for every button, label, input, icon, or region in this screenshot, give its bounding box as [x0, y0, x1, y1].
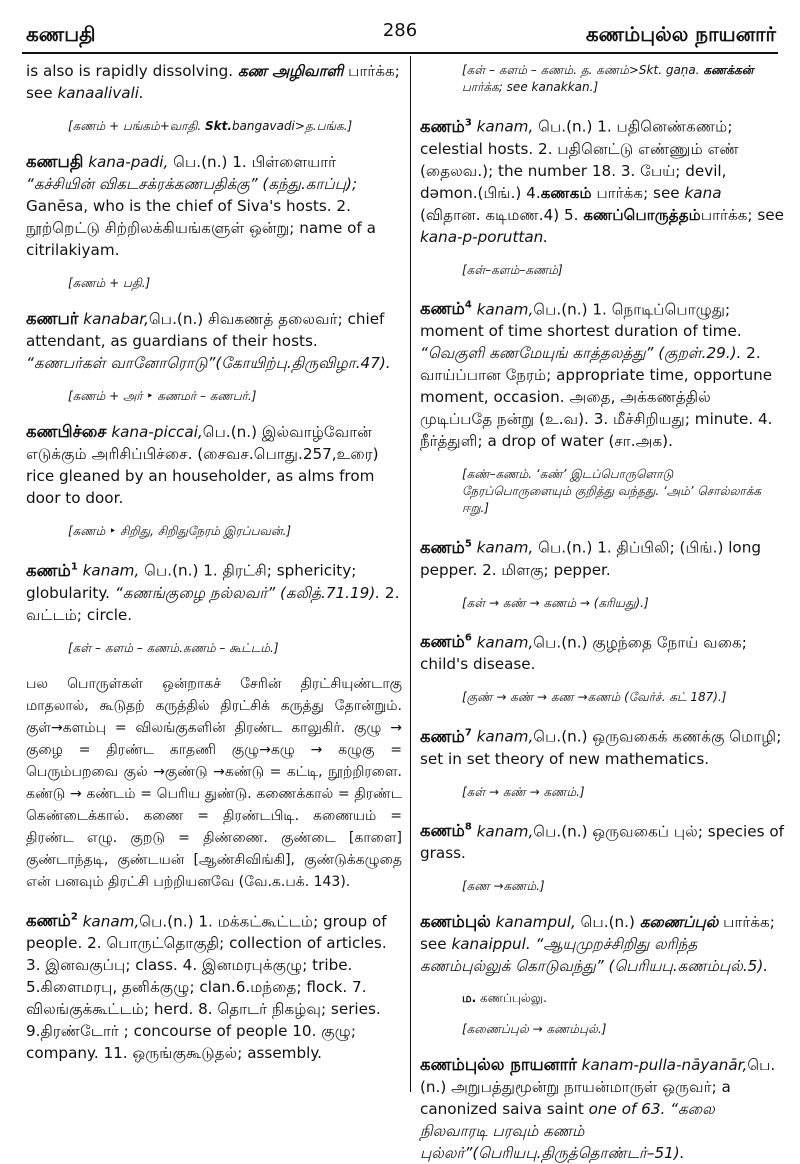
column-divider [410, 56, 411, 1092]
etymology-e2: [கணம் + பதி.] [68, 276, 151, 290]
dictionary-entry-ganam6: கணம்$^6$ kanam,பெ.(n.) குழந்தை நோய் வகை; child's disease. [420, 632, 747, 673]
dictionary-entry-ganapati: கணபதி kana-padi, பெ.(n.) 1. பிள்ளையார் “கச்சியின் விகடசக்ரக்கணபதிக்கு” (கந்து.காப்பு); Ganēsa, who is the chief of Siva's hosts. 2. நூற்றெட்டு சிற்றிலக்கியங்களுள் ஒன்று; name of a citrilakiyam. [26, 152, 376, 259]
etymology-e5: [கள் – களம் – கணம்.கணம் – கூட்டம்.] [68, 640, 279, 655]
dictionary-entry-ganampul: கணம்புல் kanampul, பெ.(n.) கணைப்புல் பார்க்க; see kanaippul. “ஆயுமுறச்சிறிது லரிந்த கணம்புல்லுக் கொடுவந்து” (பெரியபு.கணம்புல்.5). [420, 912, 775, 975]
dictionary-entry-ganam1: கணம்$^1$ kanam, பெ.(n.) 1. திரட்சி; sphericity; globularity. “கணங்குழை நல்லவர்” (கலித்.71.19). 2. வட்டம்; circle. [26, 560, 400, 624]
dictionary-entry-ganam4: கணம்$^4$ kanam,பெ.(n.) 1. நொடிப்பொழுது; moment of time shortest duration of time. “வெகுளி கணமேயுங் காத்தலத்து” (குறள்.29.). 2. வாய்ப்பான நேரம்; appropriate time, opportune moment, occasion. அதை, அக்கணத்தில் முடிப்பதே நன்று (உ.வ). 3. மீச்சிறியது; minute. 4. நீர்த்துளி; a drop of water (சா.அக). [420, 299, 773, 450]
cognate-r_s1: ம. கணப்புல்லு. [462, 991, 547, 1005]
dictionary-entry-nayanar: கணம்புல்ல நாயனார் kanam-pulla-nāyanār,பெ.(n.) அறுபத்துமூன்று நாயன்மாருள் ஒருவர்; a canonized saiva saint one of 63. “கலை நிலவாரடி பரவும் கணம் புல்லர்”(பெரியபு.திருத்தொண்டர்–51). [420, 1055, 776, 1162]
dictionary-entry-ganapichai: கணபிச்சை kana-piccai,பெ.(n.) இல்வாழ்வோன் எடுக்கும் அரிசிப்பிச்சை. (சைவச.பொது.257,உரை) rice gleaned by an householder, as alms from door to door. [26, 422, 379, 507]
etymology-r_e3: [கள் → கண் → கணம் → (கரியது).] [462, 595, 649, 610]
dictionary-entry-ganam2: கணம்$^2$ kanam,பெ.(n.) 1. மக்கட்கூட்டம்; group of people. 2. பொருட்தொகுதி; collection of articles. 3. இனவகுப்பு; class. 4. இனமரபுக்குழு; tribe. 5.கிளைமரபு, தனிக்குழு; clan.6.மந்தை; flock. 7. விலங்குக்கூட்டம்; herd. 8. தொடர் நிகழ்வு; series. 9.திரண்டோர் ; concourse of people 10. குழு; company. 11. ஒருங்குகூடுதல்; assembly. [26, 911, 387, 1062]
etymology-r_e4: [குண் → கண் → கண →கணம் (வேர்ச். கட் 187).] [462, 690, 727, 704]
etymology-e4: [கணம் ‣ சிறிது, சிறிதுநேரம் இரப்பவன்.] [68, 524, 292, 538]
dictionary-entry-ganabar: கணபர் kanabar,பெ.(n.) சிவகணத் தலைவர்; chief attendant, as guardians of their hosts. “கணபர்கள் வானோரொடு”(கோயிற்பு.திருவிழா.47). [26, 309, 391, 372]
etymology-r_e0: [கள் – களம் – கணம். த. கணம்>Skt. gaṇa. கணக்கன் பார்க்க; see kanakkan.] [462, 63, 754, 94]
right-column [420, 60, 784, 1162]
etymology-e3: [கணம் + அர் ‣ கணமர் – கணபர்.] [68, 389, 257, 403]
etymology-r_e1: [கள்–களம்–கணம்] [462, 262, 563, 277]
etymology-r_e6: [கண →கணம்.] [462, 879, 545, 893]
etymology-note-n1: பல பொருள்கள் ஒன்றாகச் சேரின் திரட்சியுண்டாகு மாதலால், கூடுதற் கருத்தில் திரட்சிக் கருத்து தோன்றும். குள்→களம்பு = விலங்குகளின் திரண்ட காலுகிர். குழு → குழை = திரண்ட காதணி குழு→கழு → கழுகு = பெரும்பறவை குல் →குண்டு →கண்டு = கட்டி, நூற்றிரளை. கண்டு → கண்டம் = பெரிய துண்டு. கணைக்கால் = திரண்ட கெண்டைக்கால். கணை = திரண்டபிடி. கணையம் = திரண்ட எழு. குறடு = திண்ணை. குண்டை [காளை] குண்டாந்தடி, குண்டயன் [ஆண்சிவிங்கி], குண்டுக்கழுதை என் பனவும் திரட்சி பற்றியனவே (வே.க.பக். 143). [26, 675, 402, 890]
dictionary-entry-cont: is also is rapidly dissolving. கண அழிவாளி பார்க்க; see kanaalivali. [26, 62, 400, 102]
dictionary-entry-ganam8: கணம்$^8$ kanam,பெ.(n.) ஒருவகைப் புல்; species of grass. [420, 821, 784, 862]
header-rule [22, 52, 778, 54]
etymology-r_e7: [கணைப்புல் → கணம்புல்.] [462, 1022, 607, 1036]
running-head-left: கணபதி [26, 22, 96, 46]
page-number: 286 [382, 20, 418, 41]
etymology-e1: [கணம் + பங்கம்+வாதி. Skt.bangavadi>த.பங்க.] [68, 119, 353, 133]
running-head-right: கணம்புல்ல நாயனார் [585, 22, 776, 46]
dictionary-entry-ganam7: கணம்$^7$ kanam,பெ.(n.) ஒருவகைக் கணக்கு மொழி; set in set theory of new mathematics. [420, 726, 782, 768]
etymology-r_e5: [கள் → கண் → கணம்.] [462, 784, 585, 799]
left-column [26, 60, 402, 1090]
dictionary-entry-ganam3: கணம்$^3$ kanam, பெ.(n.) 1. பதினெண்கணம்; celestial hosts. 2. பதினெட்டு எண்ணும் எண் (தைலவ.); the number 18. 3. பேய்; devil, dəmon.(பிங்.) 4.கணகம் பார்க்க; see kana (விதான. கடிமண.4) 5. கணப்பொருத்தம்பார்க்க; see kana-p-poruttan. [420, 116, 784, 246]
dictionary-entry-ganam5: கணம்$^5$ kanam, பெ.(n.) 1. திப்பிலி; (பிங்.) long pepper. 2. மிளகு; pepper. [420, 537, 761, 579]
etymology-r_e2: [கண்–கணம். ‘கண்’ இடப்பொருளொடு நேரப்பொருளையும் குறித்து வந்தது. ‘அம்’ சொல்லாக்க ஈறு.] [462, 467, 762, 515]
